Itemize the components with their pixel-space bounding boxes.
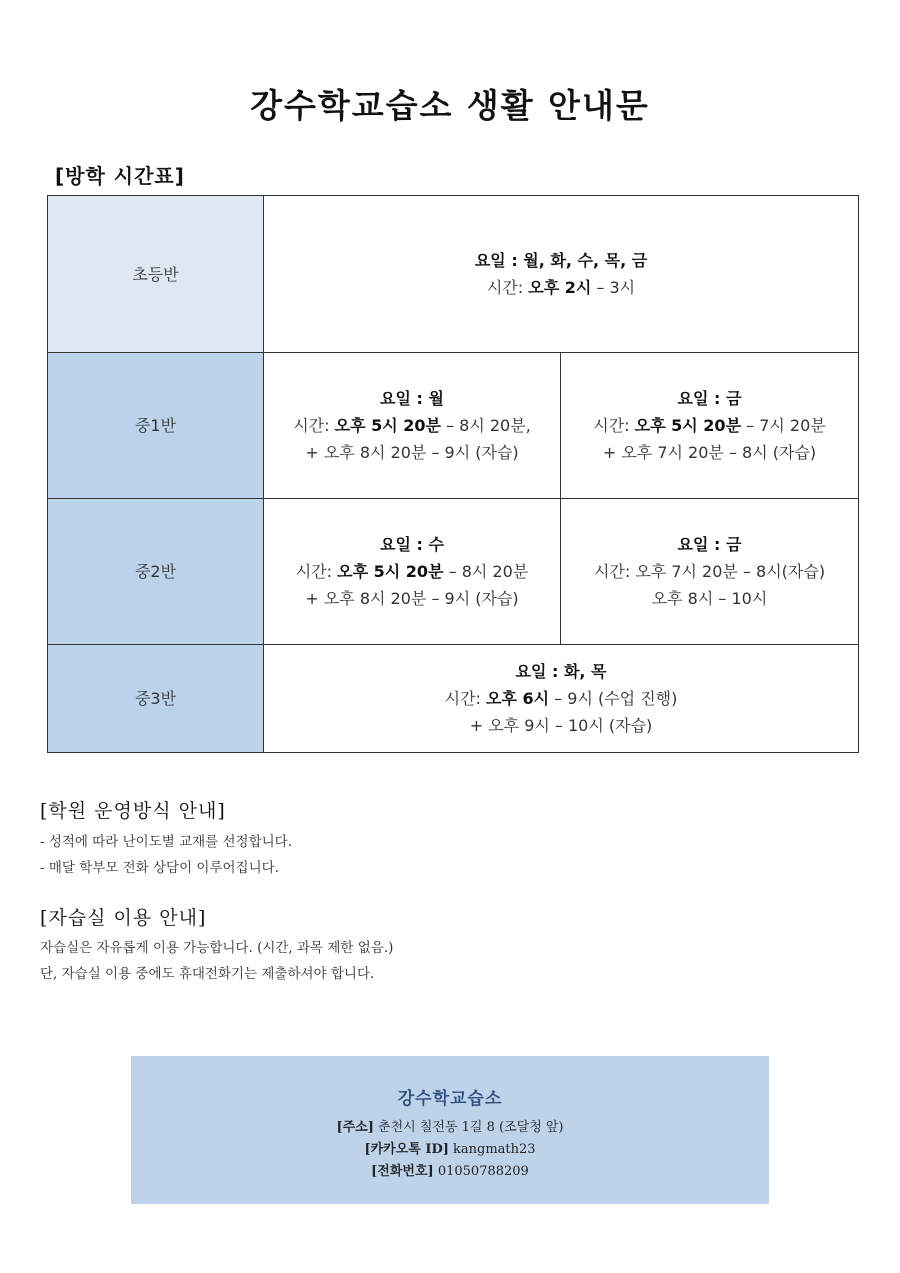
class-label: 중3반 bbox=[48, 645, 264, 753]
day-text: 요일 : 월, 화, 수, 목, 금 bbox=[474, 251, 648, 270]
schedule-heading: [방학 시간표] bbox=[55, 164, 185, 188]
operation-heading: [학원 운영방식 안내] bbox=[40, 800, 226, 822]
study-room-list bbox=[40, 935, 393, 987]
extra-text: + 오후 7시 20분 – 8시 (자습) bbox=[602, 443, 817, 462]
table-row bbox=[48, 196, 859, 353]
class-label: 중2반 bbox=[48, 499, 264, 645]
study-room-heading: [자습실 이용 안내] bbox=[40, 907, 207, 929]
kakao-line: [카카오톡 ID] kangmath23 bbox=[364, 1142, 536, 1157]
table-row bbox=[48, 499, 859, 645]
time-text: 시간: 오후 6시 – 9시 (수업 진행) bbox=[444, 689, 678, 708]
schedule-cell bbox=[264, 499, 561, 645]
list-item: 자습실은 자유롭게 이용 가능합니다. (시간, 과목 제한 없음.) bbox=[40, 940, 394, 956]
day-text: 요일 : 금 bbox=[677, 535, 742, 554]
table-row bbox=[48, 645, 859, 753]
time-text: 시간: 오후 5시 20분 – 8시 20분 bbox=[295, 562, 529, 581]
time-text: 시간: 오후 5시 20분 – 7시 20분 bbox=[593, 416, 826, 435]
contact-box bbox=[131, 1056, 769, 1204]
table-row bbox=[48, 353, 859, 499]
time-text: 시간: 오후 7시 20분 – 8시(자습) bbox=[593, 562, 826, 581]
extra-text: + 오후 9시 – 10시 (자습) bbox=[469, 716, 653, 735]
page-title: 강수학교습소 생활 안내문 bbox=[250, 86, 650, 125]
class-label: 초등반 bbox=[48, 196, 264, 353]
phone-line: [전화번호] 01050788209 bbox=[371, 1164, 529, 1179]
list-item: - 매달 학부모 전화 상담이 이루어집니다. bbox=[40, 860, 279, 876]
schedule-cell bbox=[264, 353, 561, 499]
time-text: 시간: 오후 5시 20분 – 8시 20분, bbox=[293, 416, 531, 435]
extra-text: + 오후 8시 20분 – 9시 (자습) bbox=[305, 589, 519, 608]
schedule-cell bbox=[264, 645, 859, 753]
schedule-cell bbox=[264, 196, 859, 353]
day-text: 요일 : 수 bbox=[380, 535, 444, 554]
list-item: - 성적에 따라 난이도별 교재를 선정합니다. bbox=[40, 834, 293, 850]
operation-list bbox=[40, 829, 292, 881]
schedule-table bbox=[47, 195, 859, 753]
extra-text: 오후 8시 – 10시 bbox=[651, 589, 768, 608]
extra-text: + 오후 8시 20분 – 9시 (자습) bbox=[305, 443, 519, 462]
schedule-cell bbox=[561, 499, 859, 645]
footer-name: 강수학교습소 bbox=[397, 1089, 503, 1109]
day-text: 요일 : 화, 목 bbox=[515, 662, 607, 681]
class-label: 중1반 bbox=[48, 353, 264, 499]
schedule-cell bbox=[561, 353, 859, 499]
time-text: 시간: 오후 2시 – 3시 bbox=[486, 278, 636, 297]
list-item: 단, 자습실 이용 중에도 휴대전화기는 제출하셔야 합니다. bbox=[40, 966, 375, 982]
day-text: 요일 : 금 bbox=[677, 389, 742, 408]
day-text: 요일 : 월 bbox=[380, 389, 444, 408]
address-line: [주소] 춘천시 칠전동 1길 8 (조달청 앞) bbox=[336, 1120, 564, 1135]
